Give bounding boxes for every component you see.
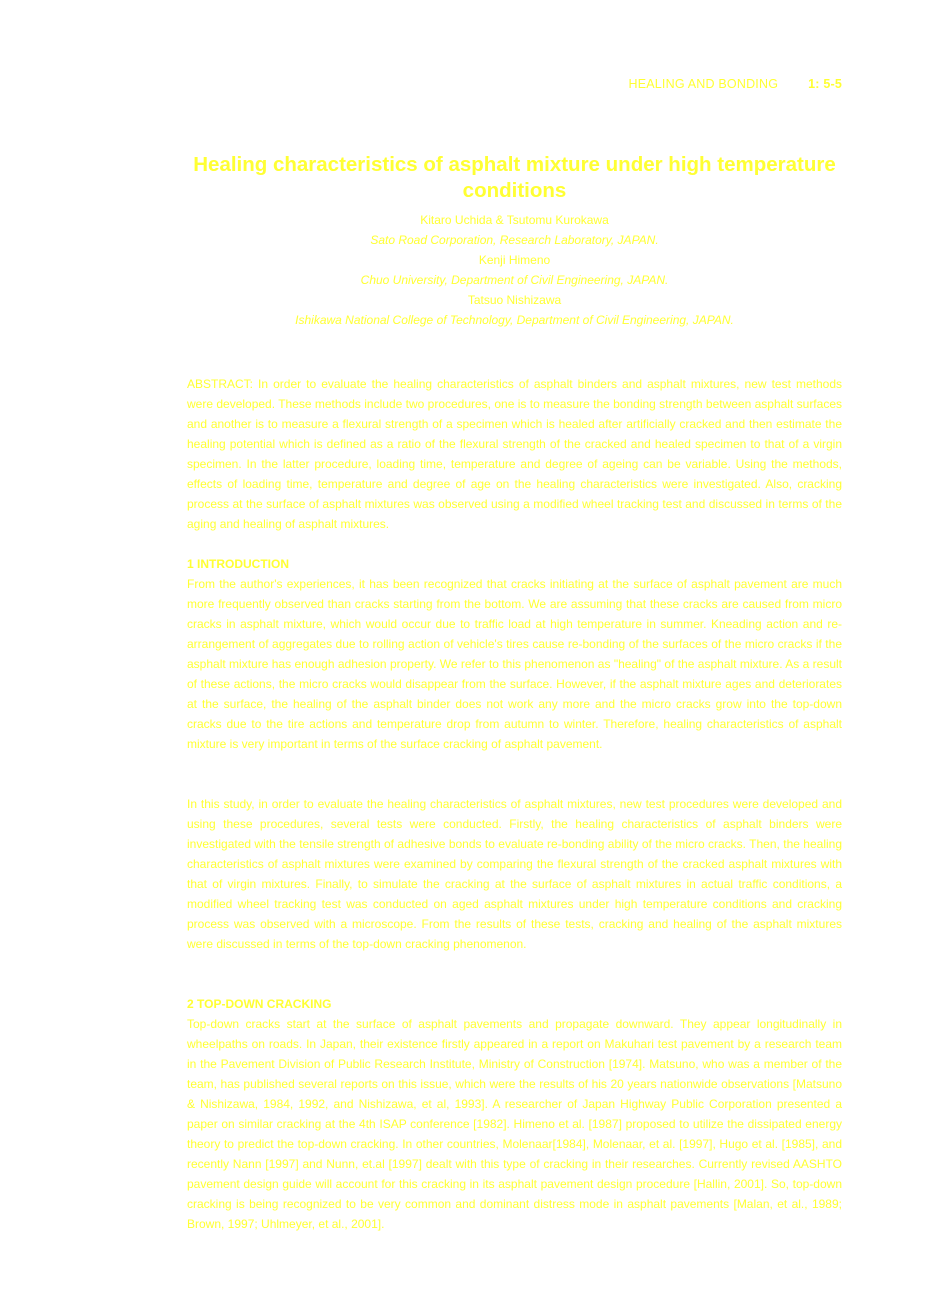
running-head [628, 77, 842, 91]
section-top-down-cracking [187, 994, 842, 1234]
author-name: Kenji Himeno [478, 253, 551, 267]
title-block [187, 152, 842, 330]
page-number: 1: 5-5 [808, 77, 842, 91]
running-head-section: HEALING AND BONDING [628, 77, 779, 91]
abstract-text: ABSTRACT: In order to evaluate the healing characteristics of asphalt binders and asphalt mixtures, new test methods were developed. These methods include two procedures, one is to measure the bonding strength between asphalt surfaces and another is to measure a flexural strength of a specimen which is healed after artificially cracked and then estimate the healing potential which is defined as a ratio of the flexural strength of the cracked and healed specimen to that of a virgin specimen. In the latter procedure, loading time, temperature and degree of ageing can be variable. Using the methods, effects of loading time, temperature and degree of age on the healing characteristics were investigated. Also, cracking process at the surface of asphalt mixtures was observed using a modified wheel tracking test and discussed in terms of the aging and healing of asphalt mixtures. [187, 377, 842, 531]
paragraph: In this study, in order to evaluate the healing characteristics of asphalt mixtures, new test procedures were developed and using these procedures, several tests were conducted. Firstly, the healing characteristics of asphalt binders were investigated with the tensile strength of adhesive bonds to evaluate re-bonding ability of the micro cracks. Then, the healing characteristics of asphalt mixtures were examined by comparing the flexural strength of the cracked asphalt mixtures with that of virgin mixtures. Finally, to simulate the cracking at the surface of asphalt mixtures in actual traffic conditions, a modified wheel tracking test was conducted on aged asphalt mixtures under high temperature conditions and cracking process was observed with a microscope. From the results of these tests, cracking and healing of the asphalt mixtures were discussed in terms of the top-down cracking phenomenon. [187, 797, 842, 951]
section-introduction-cont [187, 794, 842, 954]
author-affiliation: Ishikawa National College of Technology, Department of Civil Engineering, JAPAN. [295, 313, 734, 327]
paragraph: Top-down cracks start at the surface of asphalt pavements and propagate downward. They appear longitudinally in wheelpaths on roads. In Japan, their existence firstly appeared in a report on Makuhari test pavement by a research team in the Pavement Division of Public Research Institute, Ministry of Construction [1974]. Matsuno, who was a member of the team, has published several reports on this issue, which were the results of his 20 years nationwide observations [Matsuno & Nishizawa, 1984, 1992, and Nishizawa, et al, 1993]. A researcher of Japan Highway Public Corporation presented a paper on similar cracking at the 4th ISAP conference [1982]. Himeno et al. [1987] proposed to utilize the dissipated energy theory to predict the top-down cracking. In other countries, Molenaar[1984], Molenaar, et al. [1997], Hugo et al. [1985], and recently Nann [1997] and Nunn, et.al [1997] dealt with this type of cracking in their researches. Currently revised AASHTO pavement design guide will account for this cracking in its asphalt pavement design procedure [Hallin, 2001]. So, top-down cracking is being recognized to be very common and dominant distress mode in asphalt pavements [Malan, et al., 1989; Brown, 1997; Uhlmeyer, et al., 2001]. [187, 1017, 842, 1231]
author-affiliation: Chuo University, Department of Civil Engineering, JAPAN. [360, 273, 669, 287]
section-introduction [187, 554, 842, 754]
abstract [187, 374, 842, 534]
author-names: Kitaro Uchida & Tsutomu Kurokawa [420, 213, 609, 227]
author-name: Tatsuo Nishizawa [467, 293, 562, 307]
section-heading: 2 TOP-DOWN CRACKING [187, 997, 332, 1011]
paragraph: From the author's experiences, it has been recognized that cracks initiating at the surface of asphalt pavement are much more frequently observed than cracks starting from the bottom. We are assuming that these cracks are caused from micro cracks in asphalt mixture, which would occur due to traffic load at high temperature in summer. Kneading action and re-arrangement of aggregates due to rolling action of vehicle's tires cause re-bonding of the surfaces of the micro cracks if the asphalt mixture has enough adhesion property. We refer to this phenomenon as "healing" of the asphalt mixture. As a result of these actions, the micro cracks would disappear from the surface. However, if the asphalt mixture ages and deteriorates at the surface, the healing of the asphalt binder does not work any more and the micro cracks grow into the top-down cracks due to the tire actions and temperature drop from autumn to winter. Therefore, healing characteristics of asphalt mixture is very important in terms of the surface cracking of asphalt pavement. [187, 577, 842, 751]
author-affiliation: Sato Road Corporation, Research Laboratory, JAPAN. [370, 233, 659, 247]
section-heading: 1 INTRODUCTION [187, 557, 289, 571]
paper-title: Healing characteristics of asphalt mixture under high temperature conditions [193, 153, 836, 202]
